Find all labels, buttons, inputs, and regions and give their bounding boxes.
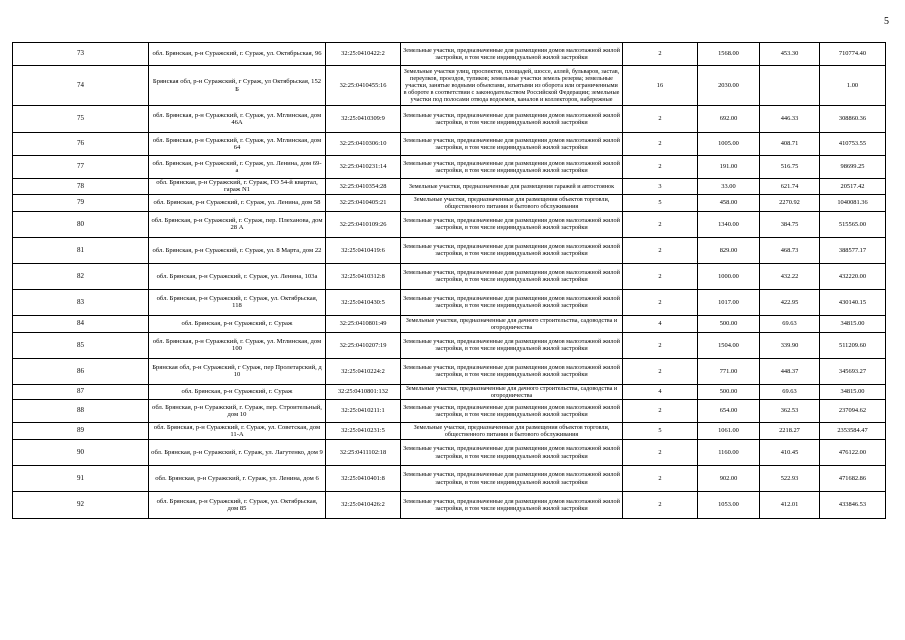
area-cell: 191.00 [698,156,760,179]
row-number: 74 [13,66,149,106]
group-cell: 2 [623,358,698,384]
row-number: 90 [13,440,149,466]
table-row [13,492,886,519]
area-cell: 1000.00 [698,263,760,289]
table-row [13,332,886,358]
group-cell: 2 [623,237,698,263]
table-row [13,315,886,332]
area-cell: 654.00 [698,400,760,423]
specific-value-cell: 468.73 [760,237,820,263]
specific-value-cell: 621.74 [760,179,820,195]
land-use-cell: Земельные участки, предназначенные для размещения домов малоэтажной жилой застройки, в том числе индивидуальной жилой застройки [401,466,623,492]
cadastral-number-cell: 32:25:0410224:2 [326,358,401,384]
table-row [13,179,886,195]
area-cell: 771.00 [698,358,760,384]
group-cell: 2 [623,400,698,423]
address-cell: Брянская обл, р-н Суражский, г Сураж, пер Пролетарский, д 10 [149,358,326,384]
address-cell: обл. Брянская, р-н Суражский, г. Сураж, ул. Советская, дом 11-А [149,423,326,440]
land-use-cell: Земельные участки, предназначенные для размещения домов малоэтажной жилой застройки, в том числе индивидуальной жилой застройки [401,237,623,263]
row-number: 82 [13,263,149,289]
table-row [13,211,886,237]
cadastral-value-cell: 511209.60 [820,332,886,358]
specific-value-cell: 522.93 [760,466,820,492]
specific-value-cell: 422.95 [760,289,820,315]
cadastral-number-cell: 32:25:0410401:8 [326,466,401,492]
specific-value-cell: 516.75 [760,156,820,179]
address-cell: обл. Брянская, р-н Суражский, г. Сураж, ул. Октябрьская, дом 85 [149,492,326,519]
row-number: 77 [13,156,149,179]
cadastral-number-cell: 32:25:0410309:9 [326,106,401,133]
cadastral-value-cell: 345693.27 [820,358,886,384]
land-use-cell: Земельные участки, предназначенные для размещения домов малоэтажной жилой застройки, в том числе индивидуальной жилой застройки [401,156,623,179]
area-cell: 1017.00 [698,289,760,315]
specific-value-cell: 2218.27 [760,423,820,440]
cadastral-number-cell: 32:25:0410306:10 [326,133,401,156]
land-use-cell: Земельные участки, предназначенные для размещения домов малоэтажной жилой застройки, в том числе индивидуальной жилой застройки [401,211,623,237]
cadastral-number-cell: 32:25:0410419:6 [326,237,401,263]
table-row [13,358,886,384]
specific-value-cell: 69.63 [760,315,820,332]
address-cell: обл. Брянская, р-н Суражский, г. Сураж, ул. Лагутенко, дом 9 [149,440,326,466]
group-cell: 5 [623,423,698,440]
table-row [13,237,886,263]
land-use-cell: Земельные участки, предназначенные для размещения домов малоэтажной жилой застройки, в том числе индивидуальной жилой застройки [401,332,623,358]
cadastral-number-cell: 32:25:0410405:21 [326,194,401,211]
address-cell: обл. Брянская, р-н Суражский, г. Сураж, ул. Мглинская, дом 100 [149,332,326,358]
table-row [13,289,886,315]
group-cell: 2 [623,289,698,315]
cadastral-value-cell: 1040081.36 [820,194,886,211]
specific-value-cell: 448.37 [760,358,820,384]
group-cell: 2 [623,492,698,519]
cadastral-number-cell: 32:25:0410109:26 [326,211,401,237]
address-cell: обл. Брянская, р-н Суражский, г. Сураж, пер. Строительный, дом 10 [149,400,326,423]
row-number: 91 [13,466,149,492]
cadastral-value-cell: 476122.00 [820,440,886,466]
group-cell: 5 [623,194,698,211]
table-row [13,423,886,440]
cadastral-number-cell: 32:25:0410211:1 [326,400,401,423]
specific-value-cell: 69.63 [760,384,820,399]
land-use-cell: Земельные участки, предназначенные для размещения домов малоэтажной жилой застройки, в том числе индивидуальной жилой застройки [401,289,623,315]
area-cell: 33.00 [698,179,760,195]
specific-value-cell: 446.33 [760,106,820,133]
address-cell: обл. Брянская, р-н Суражский, г. Сураж, ул. Ленина, дом 6 [149,466,326,492]
group-cell: 3 [623,179,698,195]
address-cell: обл. Брянская, р-н Суражский, г. Сураж [149,315,326,332]
specific-value-cell: 408.71 [760,133,820,156]
row-number: 83 [13,289,149,315]
cadastral-number-cell: 32:25:0410455:16 [326,66,401,106]
page-number: 5 [884,16,889,27]
table-row [13,440,886,466]
specific-value-cell: 432.22 [760,263,820,289]
cadastral-value-cell: 2353584.47 [820,423,886,440]
group-cell: 2 [623,156,698,179]
table-row [13,106,886,133]
row-number: 80 [13,211,149,237]
table-row [13,466,886,492]
specific-value-cell: 384.75 [760,211,820,237]
cadastral-value-cell: 432220.00 [820,263,886,289]
land-use-cell: Земельные участки, предназначенные для дачного строительства, садоводства и огородничества [401,384,623,399]
area-cell: 829.00 [698,237,760,263]
cadastral-number-cell: 32:25:0411102:18 [326,440,401,466]
group-cell: 4 [623,384,698,399]
specific-value-cell: 453.30 [760,43,820,66]
area-cell: 1005.00 [698,133,760,156]
address-cell: обл. Брянская, р-н Суражский, г. Сураж, ул. Мглинская, дом 64 [149,133,326,156]
cadastral-number-cell: 32:25:0410801:49 [326,315,401,332]
land-use-cell: Земельные участки, предназначенные для размещения гаражей и автостоянок [401,179,623,195]
address-cell: обл. Брянская, р-н Суражский, г. Сураж, ул. Ленина, дом 58 [149,194,326,211]
table-row [13,400,886,423]
land-use-cell: Земельные участки, предназначенные для размещения домов малоэтажной жилой застройки, в том числе индивидуальной жилой застройки [401,358,623,384]
land-use-cell: Земельные участки, предназначенные для размещения домов малоэтажной жилой застройки, в том числе индивидуальной жилой застройки [401,400,623,423]
table-row [13,66,886,106]
group-cell: 2 [623,211,698,237]
cadastral-value-cell: 515565.00 [820,211,886,237]
area-cell: 1504.00 [698,332,760,358]
table-row [13,133,886,156]
land-use-cell: Земельные участки, предназначенные для размещения объектов торговли, общественного питания и бытового обслуживания [401,194,623,211]
address-cell: обл. Брянская, р-н Суражский, г. Сураж, ул. Ленина, 103а [149,263,326,289]
cadastral-value-cell: 710774.40 [820,43,886,66]
table-row [13,43,886,66]
land-use-cell: Земельные участки, предназначенные для размещения домов малоэтажной жилой застройки, в том числе индивидуальной жилой застройки [401,492,623,519]
address-cell: обл. Брянская, р-н Суражский, г. Сураж, ул. Мглинская, дом 46А [149,106,326,133]
area-cell: 500.00 [698,315,760,332]
group-cell: 2 [623,440,698,466]
cadastral-value-cell: 430140.15 [820,289,886,315]
specific-value-cell: 362.53 [760,400,820,423]
cadastral-number-cell: 32:25:0410231:5 [326,423,401,440]
cadastral-value-cell: 34815.00 [820,384,886,399]
specific-value-cell: 339.90 [760,332,820,358]
row-number: 84 [13,315,149,332]
land-use-cell: Земельные участки, предназначенные для размещения домов малоэтажной жилой застройки, в том числе индивидуальной жилой застройки [401,106,623,133]
address-cell: обл. Брянская, р-н Суражский, г. Сураж, ул. 8 Марта, дом 22 [149,237,326,263]
land-use-cell: Земельные участки, предназначенные для размещения домов малоэтажной жилой застройки, в том числе индивидуальной жилой застройки [401,263,623,289]
specific-value-cell: 412.01 [760,492,820,519]
row-number: 86 [13,358,149,384]
area-cell: 1340.00 [698,211,760,237]
land-use-cell: Земельные участки, предназначенные для размещения домов малоэтажной жилой застройки, в том числе индивидуальной жилой застройки [401,133,623,156]
area-cell: 458.00 [698,194,760,211]
cadastral-value-cell: 237094.62 [820,400,886,423]
row-number: 89 [13,423,149,440]
area-cell: 1568.00 [698,43,760,66]
area-cell: 692.00 [698,106,760,133]
row-number: 81 [13,237,149,263]
group-cell: 16 [623,66,698,106]
land-use-cell: Земельные участки, предназначенные для размещения объектов торговли, общественного питания и бытового обслуживания [401,423,623,440]
area-cell: 500.00 [698,384,760,399]
address-cell: обл. Брянская, р-н Суражский, г. Сураж, ул. Октябрьская, 96 [149,43,326,66]
cadastral-number-cell: 32:25:0410312:8 [326,263,401,289]
group-cell: 2 [623,332,698,358]
cadastral-value-cell: 34815.00 [820,315,886,332]
area-cell: 1053.00 [698,492,760,519]
row-number: 92 [13,492,149,519]
cadastral-value-cell: 308860.36 [820,106,886,133]
cadastral-number-cell: 32:25:0410422:2 [326,43,401,66]
area-cell: 1160.00 [698,440,760,466]
group-cell: 2 [623,106,698,133]
group-cell: 2 [623,466,698,492]
land-use-cell: Земельные участки улиц, проспектов, площадей, шоссе, аллей, бульваров, застав, переулков, проездов, тупиков; земельные участки земель резерва; земельные участки, занятые водными объектами, изъятыми из оборота или ограниченными в обороте в соответствии с законодательством Российской Федерации; земельные участки под полосами отвода водоемов, каналов и коллекторов, набережные [401,66,623,106]
table-row [13,384,886,399]
row-number: 87 [13,384,149,399]
land-plots-table [12,42,886,519]
cadastral-value-cell: 20517.42 [820,179,886,195]
cadastral-value-cell: 433846.53 [820,492,886,519]
land-use-cell: Земельные участки, предназначенные для размещения домов малоэтажной жилой застройки, в том числе индивидуальной жилой застройки [401,440,623,466]
cadastral-number-cell: 32:25:0410354:28 [326,179,401,195]
address-cell: обл. Брянская, р-н Суражский, г. Сураж, ГО 54-й квартал, гараж N1 [149,179,326,195]
address-cell: обл. Брянская, р-н Суражский, г. Сураж, ул. Ленина, дом 69-а [149,156,326,179]
row-number: 88 [13,400,149,423]
row-number: 79 [13,194,149,211]
cadastral-value-cell: 1.00 [820,66,886,106]
area-cell: 1061.00 [698,423,760,440]
group-cell: 2 [623,133,698,156]
row-number: 76 [13,133,149,156]
cadastral-value-cell: 471682.86 [820,466,886,492]
group-cell: 2 [623,263,698,289]
cadastral-value-cell: 410753.55 [820,133,886,156]
row-number: 78 [13,179,149,195]
cadastral-number-cell: 32:25:0410430:5 [326,289,401,315]
area-cell: 2030.00 [698,66,760,106]
cadastral-number-cell: 32:25:0410231:14 [326,156,401,179]
cadastral-number-cell: 32:25:0410426:2 [326,492,401,519]
cadastral-value-cell: 388577.17 [820,237,886,263]
cadastral-value-cell: 98699.25 [820,156,886,179]
land-use-cell: Земельные участки, предназначенные для дачного строительства, садоводства и огородничества [401,315,623,332]
row-number: 73 [13,43,149,66]
address-cell: Брянская обл, р-н Суражский, г Сураж, ул Октябрьская, 152 Б [149,66,326,106]
row-number: 75 [13,106,149,133]
cadastral-number-cell: 32:25:0410207:19 [326,332,401,358]
row-number: 85 [13,332,149,358]
table-row [13,156,886,179]
address-cell: обл. Брянская, р-н Суражский, г. Сураж, пер. Плеханова, дом 28 А [149,211,326,237]
group-cell: 2 [623,43,698,66]
land-use-cell: Земельные участки, предназначенные для размещения домов малоэтажной жилой застройки, в том числе индивидуальной жилой застройки [401,43,623,66]
cadastral-number-cell: 32:25:0410801:132 [326,384,401,399]
group-cell: 4 [623,315,698,332]
area-cell: 902.00 [698,466,760,492]
specific-value-cell: 410.45 [760,440,820,466]
address-cell: обл. Брянская, р-н Суражский, г. Сураж, ул. Октябрьская, 118 [149,289,326,315]
table-row [13,194,886,211]
address-cell: обл. Брянская, р-н Суражский, г. Сураж [149,384,326,399]
specific-value-cell [760,66,820,106]
specific-value-cell: 2270.92 [760,194,820,211]
table-row [13,263,886,289]
